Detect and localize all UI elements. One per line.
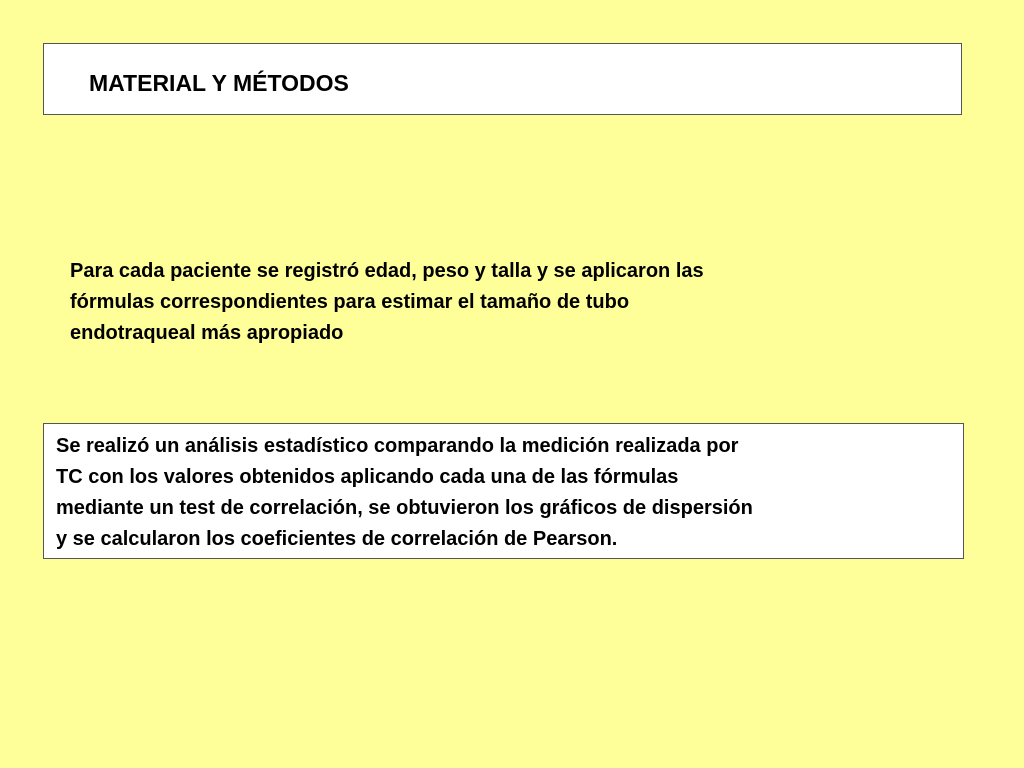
paragraph-analisis [56, 431, 956, 555]
paragraph-registro [70, 256, 930, 349]
analysis-box [43, 423, 964, 559]
paragraph-analisis-line: y se calcularon los coeficientes de correlación de Pearson. [56, 528, 618, 550]
slide-title: MATERIAL Y MÉTODOS [89, 70, 349, 96]
paragraph-registro-line: Para cada paciente se registró edad, peso y talla y se aplicaron las [70, 260, 704, 282]
paragraph-registro-line: fórmulas correspondientes para estimar el tamaño de tubo [70, 291, 630, 313]
paragraph-analisis-line: TC con los valores obtenidos aplicando cada una de las fórmulas [56, 466, 679, 488]
paragraph-analisis-line: mediante un test de correlación, se obtuvieron los gráficos de dispersión [56, 497, 753, 519]
title-box [43, 43, 962, 115]
paragraph-registro-line: endotraqueal más apropiado [70, 322, 344, 344]
paragraph-analisis-line: Se realizó un análisis estadístico comparando la medición realizada por [56, 435, 739, 457]
